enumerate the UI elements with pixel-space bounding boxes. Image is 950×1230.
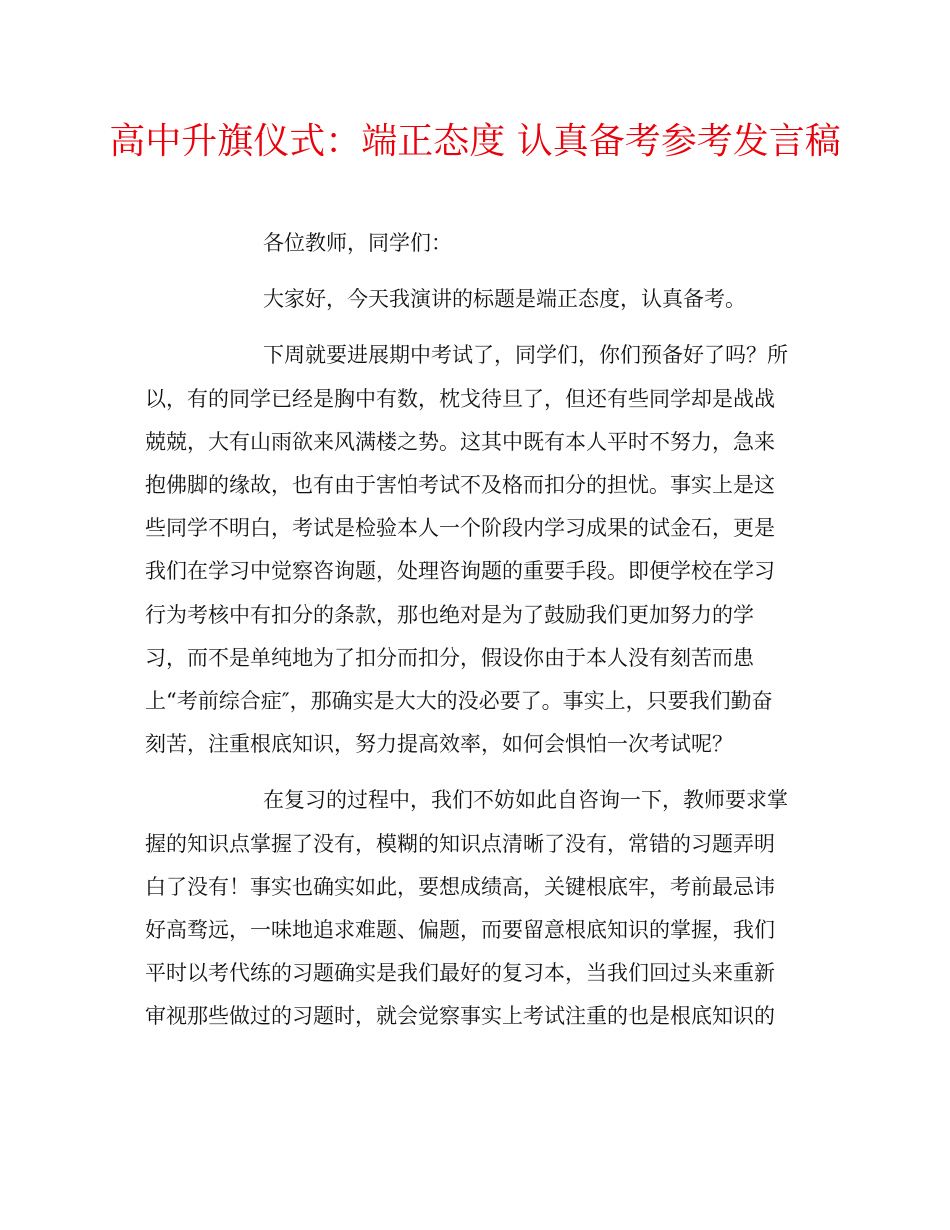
text-line: 我们在学习中觉察咨询题，处理咨询题的重要手段。即便学校在学习 xyxy=(145,559,775,584)
text-line: 兢兢，大有山雨欲来风满楼之势。这其中既有本人平时不努力，急来 xyxy=(145,429,775,454)
text-line: 好高骛远，一味地追求难题、偏题，而要留意根底知识的掌握，我们 xyxy=(145,918,775,943)
text-line: 大家好，今天我演讲的标题是端正态度，认真备考。 xyxy=(263,287,746,312)
text-line: 习，而不是单纯地为了扣分而扣分，假设你由于本人没有刻苦而患 xyxy=(145,645,754,670)
document-body xyxy=(145,222,810,1052)
document-title: 高中升旗仪式：端正态度 认真备考参考发言稿 xyxy=(109,121,841,162)
text-line: 平时以考代练的习题确实是我们最好的复习本，当我们回过头来重新 xyxy=(145,961,775,986)
text-line: 在复习的过程中，我们不妨如此自咨询一下，教师要求掌 xyxy=(263,788,788,813)
text-line: 抱佛脚的缘故，也有由于害怕考试不及格而扣分的担忧。事实上是这 xyxy=(145,473,775,498)
paragraph-review xyxy=(145,779,810,1038)
text-line: 些同学不明白，考试是检验本人一个阶段内学习成果的试金石，更是 xyxy=(145,516,775,541)
text-line: 行为考核中有扣分的条款，那也绝对是为了鼓励我们更加努力的学 xyxy=(145,602,754,627)
text-line: 握的知识点掌握了没有，模糊的知识点清晰了没有，常错的习题弄明 xyxy=(145,831,775,856)
text-line: 各位教师，同学们： xyxy=(263,231,452,255)
text-line: 审视那些做过的习题时，就会觉察事实上考试注重的也是根底知识的 xyxy=(145,1004,775,1029)
paragraph-exam xyxy=(145,334,810,766)
text-line: 刻苦，注重根底知识，努力提高效率，如何会惧怕一次考试呢？ xyxy=(145,732,733,757)
paragraph-greeting xyxy=(145,222,810,265)
text-line: 下周就要进展期中考试了，同学们，你们预备好了吗？所 xyxy=(263,343,788,368)
paragraph-intro xyxy=(145,278,810,321)
text-line: 上“考前综合症″，那确实是大大的没必要了。事实上，只要我们勤奋 xyxy=(145,689,773,714)
text-line: 以，有的同学已经是胸中有数，枕戈待旦了，但还有些同学却是战战 xyxy=(145,386,775,411)
text-line: 白了没有！事实也确实如此，要想成绩高，关键根底牢，考前最忌讳 xyxy=(145,874,775,899)
